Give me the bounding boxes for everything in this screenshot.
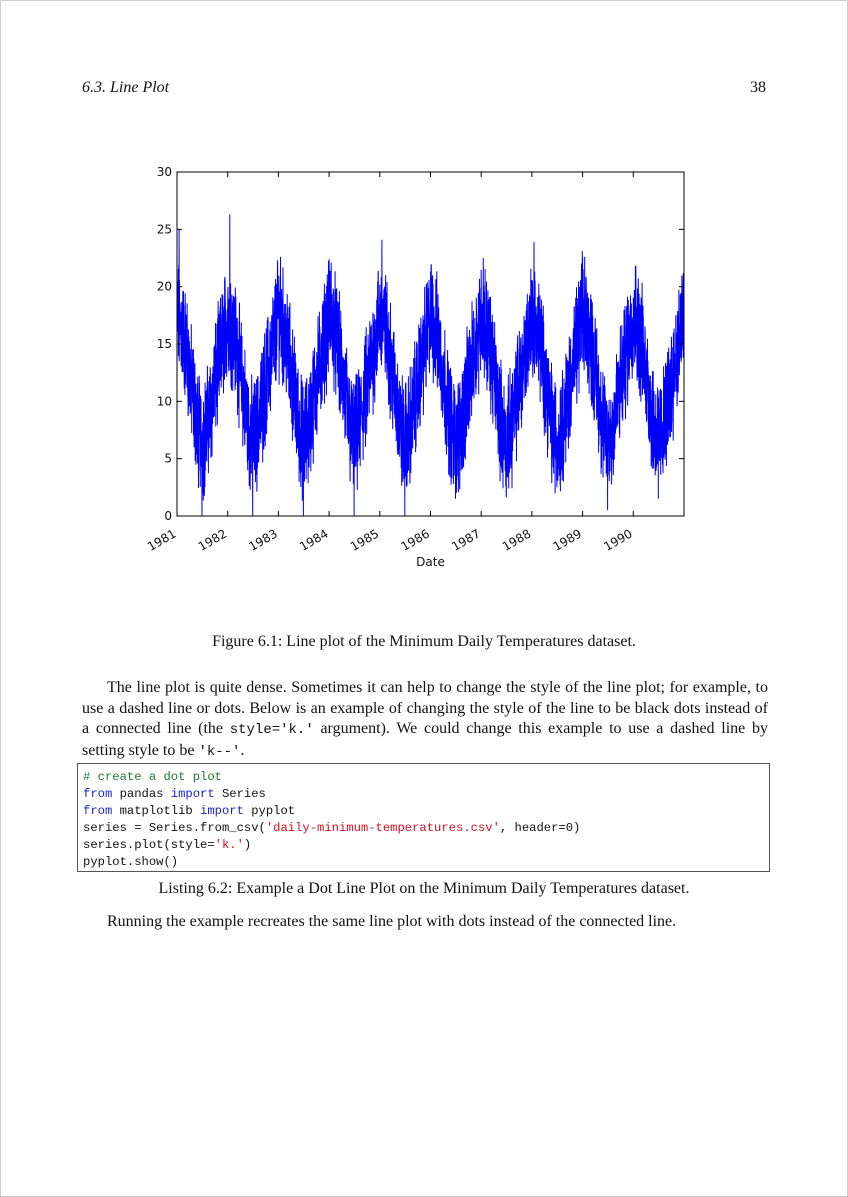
code-line-5 bbox=[83, 837, 764, 854]
x-tick-label: 1989 bbox=[550, 526, 585, 554]
code-token: pandas bbox=[112, 787, 171, 801]
page-number: 38 bbox=[750, 79, 766, 96]
x-tick-label: 1982 bbox=[195, 526, 230, 554]
keyword: from bbox=[83, 787, 113, 801]
paragraph-text-3: . bbox=[240, 741, 245, 759]
code-listing bbox=[77, 763, 770, 872]
x-tick-label: 1988 bbox=[499, 526, 534, 554]
code-token: Series bbox=[214, 787, 266, 801]
y-tick-label: 30 bbox=[156, 165, 172, 179]
y-tick-label: 10 bbox=[156, 394, 172, 409]
code-token: ) bbox=[243, 838, 252, 852]
y-tick-label: 25 bbox=[156, 222, 172, 237]
inline-code-style: style='k.' bbox=[229, 722, 314, 738]
code-line-6: pyplot.show() bbox=[83, 855, 179, 869]
code-line-3 bbox=[83, 803, 764, 820]
running-header bbox=[82, 79, 766, 97]
y-tick-label: 20 bbox=[156, 279, 172, 294]
temperature-series-line bbox=[177, 214, 684, 516]
listing-caption: Listing 6.2: Example a Dot Line Plot on the Minimum Daily Temperatures dataset. bbox=[158, 880, 690, 897]
code-line-2 bbox=[83, 786, 764, 803]
x-tick-label: 1983 bbox=[246, 526, 280, 554]
code-comment: # create a dot plot bbox=[83, 770, 222, 784]
string-literal: 'daily-minimum-temperatures.csv' bbox=[265, 821, 500, 835]
code-token: series.plot(style= bbox=[83, 838, 215, 852]
code-token: matplotlib bbox=[112, 804, 201, 818]
figure-caption: Figure 6.1: Line plot of the Minimum Daily Temperatures dataset. bbox=[212, 633, 636, 650]
x-tick-label: 1986 bbox=[398, 526, 432, 554]
string-literal: 'k.' bbox=[214, 838, 244, 852]
y-tick-label: 5 bbox=[164, 451, 172, 466]
x-tick-label: 1985 bbox=[347, 526, 382, 554]
line-chart bbox=[131, 151, 711, 581]
x-axis-label: Date bbox=[416, 555, 445, 569]
code-token: , header=0) bbox=[499, 821, 581, 835]
body-paragraph bbox=[82, 678, 768, 762]
keyword: import bbox=[200, 804, 244, 818]
paragraph-text-2: argument). We could change this example to use a dashed line by setting style to be bbox=[82, 720, 768, 759]
closing-paragraph: Running the example recreates the same line plot with dots instead of the connected line. bbox=[107, 913, 677, 930]
keyword: import bbox=[170, 787, 215, 801]
x-tick-label: 1987 bbox=[449, 526, 483, 554]
y-tick-label: 0 bbox=[164, 509, 172, 523]
paragraph-text-1: The line plot is quite dense. Sometimes it can help to change the style of the line plot; for example, to use a dashed line or dots. Below is an example of changing the style of the line to be black dots instead of a connected line (the bbox=[82, 679, 768, 737]
keyword: from bbox=[83, 804, 113, 818]
figure bbox=[131, 151, 711, 581]
y-tick-label: 15 bbox=[156, 337, 172, 351]
code-line-4 bbox=[83, 820, 764, 837]
inline-code-dash: 'k--' bbox=[198, 743, 241, 760]
x-tick-label: 1981 bbox=[145, 526, 179, 554]
section-title: 6.3. Line Plot bbox=[82, 79, 170, 96]
code-token: series = Series.from_csv( bbox=[83, 821, 266, 835]
code-token: pyplot bbox=[243, 804, 296, 818]
x-tick-label: 1990 bbox=[601, 526, 635, 554]
x-tick-label: 1984 bbox=[297, 526, 331, 554]
